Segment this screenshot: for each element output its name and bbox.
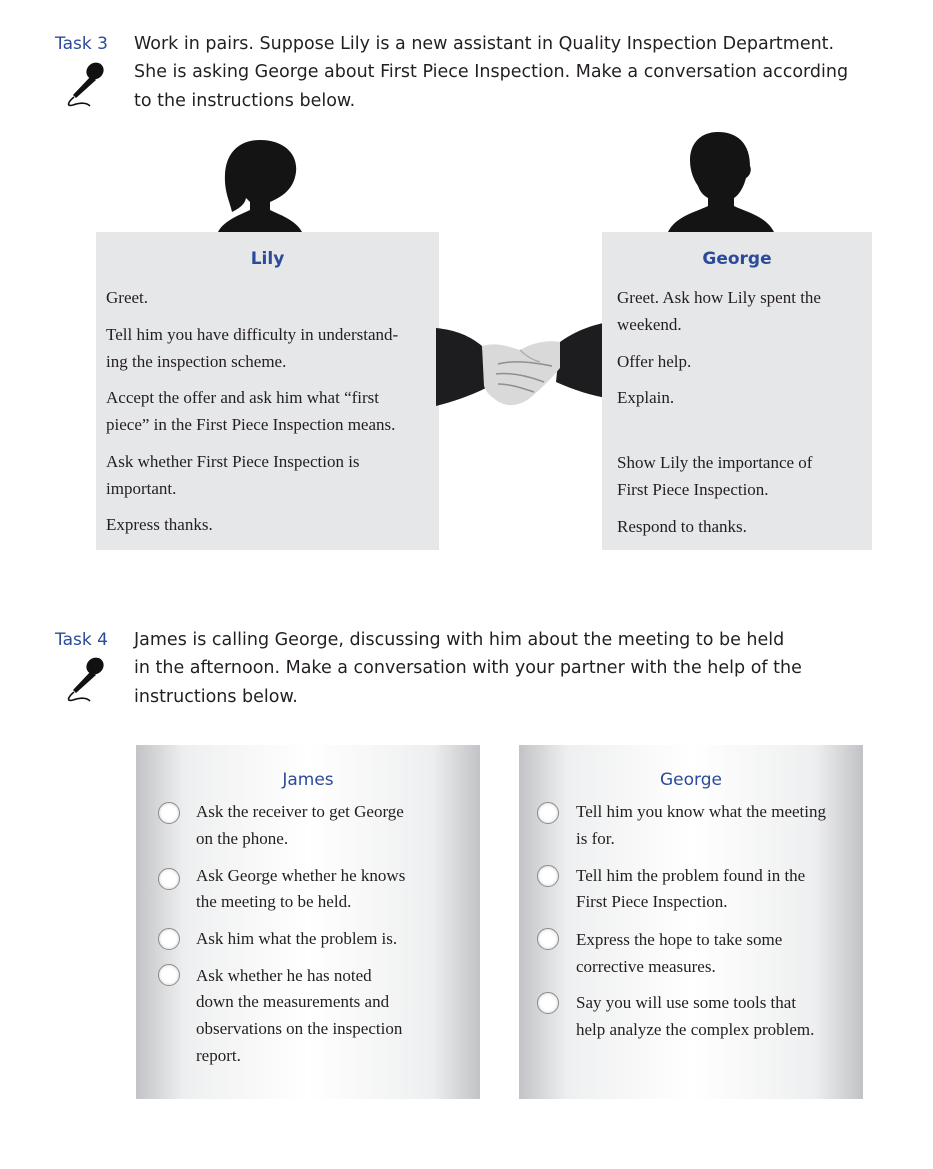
george-card-item: corrective measures.	[576, 957, 716, 976]
male-silhouette-icon	[660, 130, 780, 234]
george-title: George	[702, 249, 772, 269]
lily-item: piece” in the First Piece Inspection means.	[106, 415, 396, 434]
radio-circle-icon	[537, 802, 559, 824]
james-title: James	[282, 770, 334, 790]
george-card-item: Say you will use some tools that	[576, 993, 797, 1012]
radio-circle-icon	[537, 928, 559, 950]
george-item: Show Lily the importance of	[617, 453, 813, 472]
lily-item: Accept the offer and ask him what “first	[106, 388, 380, 407]
lily-item: Ask whether First Piece Inspection is	[106, 452, 360, 471]
lily-title: Lily	[250, 249, 285, 269]
george-item: Explain.	[617, 388, 675, 407]
task3-instruction-line-1: Work in pairs. Suppose Lily is a new assistant in Quality Inspection Department.	[134, 34, 835, 54]
lily-item: important.	[106, 479, 177, 498]
george-card-item: is for.	[576, 829, 615, 848]
task4-instruction-line-3: instructions below.	[134, 687, 298, 707]
james-card	[136, 745, 480, 1099]
george-card-item: help analyze the complex problem.	[576, 1020, 815, 1039]
lily-item: ing the inspection scheme.	[106, 352, 287, 371]
handshake-image	[436, 316, 608, 420]
task4-instruction-line-2: in the afternoon. Make a conversation with your partner with the help of the	[134, 658, 802, 678]
james-item: Ask whether he has noted	[196, 966, 372, 985]
task4-label: Task 4	[55, 630, 108, 650]
george-card-item: Tell him you know what the meeting	[576, 802, 826, 821]
radio-circle-icon	[158, 802, 180, 824]
george-item: Greet. Ask how Lily spent the	[617, 288, 821, 307]
james-item: down the measurements and	[196, 992, 390, 1011]
george-item: Offer help.	[617, 352, 692, 371]
radio-circle-icon	[158, 964, 180, 986]
lily-item: Greet.	[106, 288, 149, 307]
george-card	[519, 745, 863, 1099]
george-card-title: George	[660, 770, 722, 790]
microphone-icon	[64, 60, 106, 108]
james-item: report.	[196, 1046, 241, 1065]
lily-panel	[96, 232, 439, 550]
female-silhouette-icon	[212, 138, 308, 234]
george-card-item: First Piece Inspection.	[576, 892, 728, 911]
radio-circle-icon	[158, 928, 180, 950]
george-card-item: Express the hope to take some	[576, 930, 783, 949]
george-item: weekend.	[617, 315, 682, 334]
radio-circle-icon	[158, 868, 180, 890]
james-item: observations on the inspection	[196, 1019, 403, 1038]
task3-instruction-line-3: to the instructions below.	[134, 91, 356, 111]
task4-instruction-line-1: James is calling George, discussing with him about the meeting to be held	[134, 630, 785, 650]
task3-label: Task 3	[55, 34, 108, 54]
george-panel	[602, 232, 872, 550]
task3-instruction-line-2: She is asking George about First Piece Inspection. Make a conversation according	[134, 62, 849, 82]
microphone-icon	[64, 655, 106, 703]
george-card-item: Tell him the problem found in the	[576, 866, 806, 885]
james-item: on the phone.	[196, 829, 289, 848]
lily-item: Express thanks.	[106, 515, 213, 534]
james-item: Ask the receiver to get George	[196, 802, 404, 821]
radio-circle-icon	[537, 992, 559, 1014]
james-item: the meeting to be held.	[196, 892, 352, 911]
radio-circle-icon	[537, 865, 559, 887]
james-item: Ask George whether he knows	[196, 866, 406, 885]
george-item: Respond to thanks.	[617, 517, 747, 536]
lily-item: Tell him you have difficulty in understand-	[106, 325, 399, 344]
george-item: First Piece Inspection.	[617, 480, 769, 499]
james-item: Ask him what the problem is.	[196, 929, 398, 948]
